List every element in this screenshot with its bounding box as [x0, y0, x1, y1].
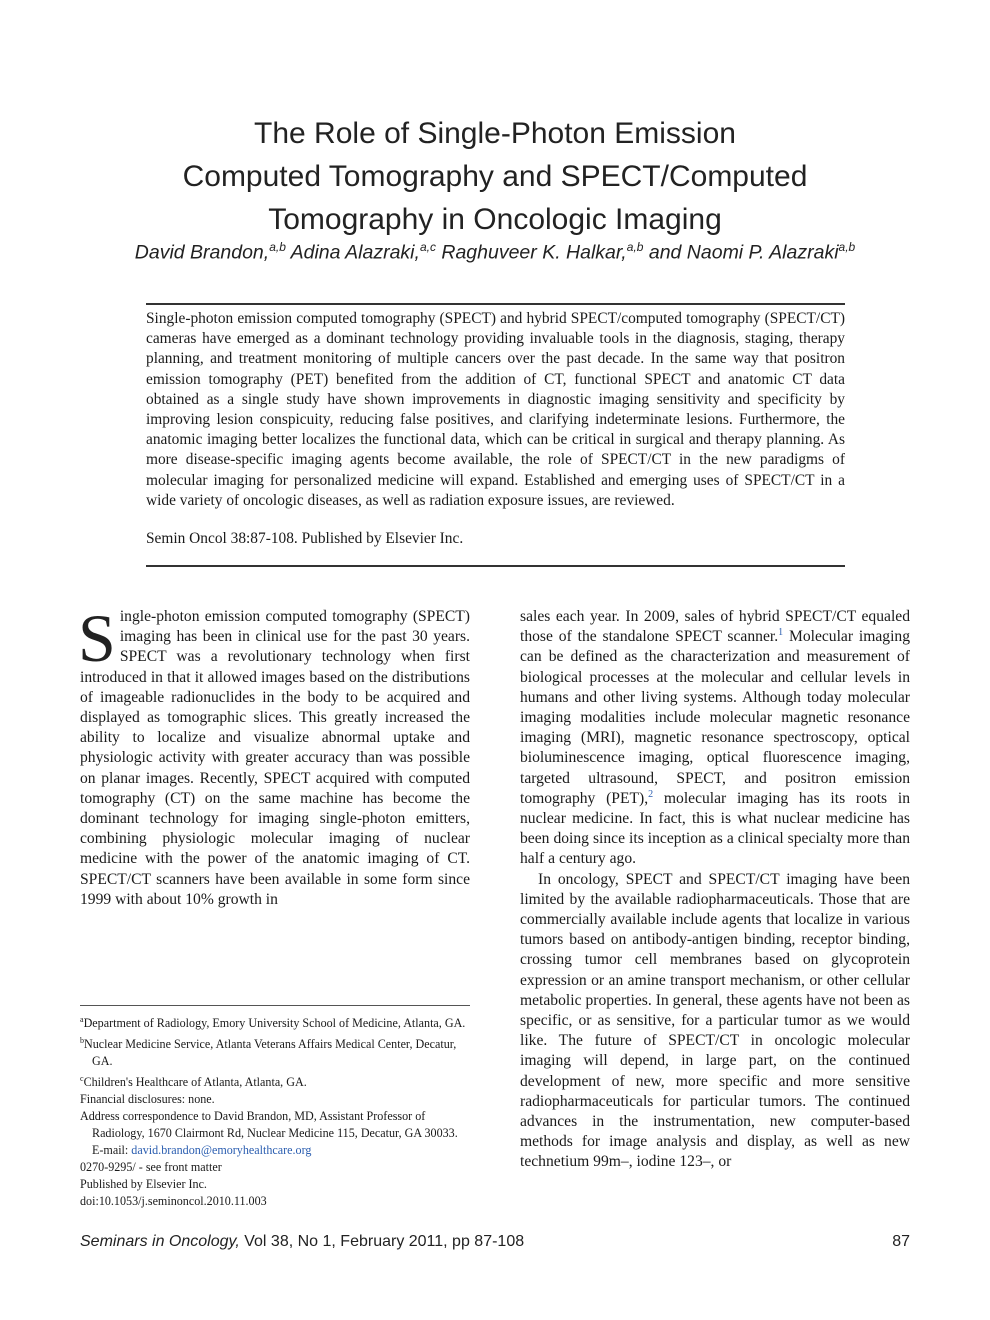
body-paragraph: In oncology, SPECT and SPECT/CT imaging have been limited by the available radiopharmaceuticals. Those that are commercially available include agents that localize in various tumors based on antibody-antigen binding, receptor binding, crossing tumor cell membranes based on glycoprotein expression or an amine transport mechanism, or other cellular metabolic properties. In general, these agents have not been as specific, or as sensitive, for a particular tumor as we would like. The future of SPECT/CT in oncologic molecular imaging will depend, in large part, on the continued development of new, more specific and more sensitive radiopharmaceuticals for particular tumors. The continued advances in the instrumentation, new computer-based methods for image analysis and display, as well as new technetium 99m–, iodine 123–, or [520, 870, 910, 1171]
body-column-right [520, 607, 910, 1173]
author-name: David Brandon, [134, 241, 270, 264]
footnote-doi[interactable]: doi:10.1053/j.seminoncol.2010.11.003 [80, 1194, 267, 1209]
journal-name: Seminars in Oncology, [80, 1233, 240, 1250]
abstract-text: Single-photon emission computed tomography (SPECT) and hybrid SPECT/computed tomography (SPECT/CT) cameras have emerged as a dominant technology providing invaluable tools in the diagnosis, staging, therapy planning, and treatment monitoring of multiple cancers over the past decade. In the same way that positron emission tomography (PET) benefited from the addition of CT, functional SPECT and anatomic CT data obtained as a single study have shown improvements in diagnostic imaging sensitivity and specificity by improving lesion conspicuity, reducing false positives, and clarifying indeterminate lesions. Furthermore, the anatomic imaging better localizes the functional data, which can be critical in surgical and therapy planning. As more disease-specific imaging agents become available, the role of SPECT/CT in the new paradigms of molecular imaging for personalized medicine will expand. Established and emerging uses of SPECT/CT in a wide variety of oncologic diseases, as well as radiation exposure issues, are reviewed. [146, 310, 845, 509]
author-affiliation: a,b [626, 240, 644, 254]
footnote-affiliation-b: $^b$Nuclear Medicine Service, Atlanta Veterans Affairs Medical Center, Decatur, GA. [80, 1036, 457, 1069]
body-column-left [78, 600, 470, 910]
author-list [80, 240, 910, 265]
drop-cap: S [78, 600, 116, 676]
footnote-correspondence: Address correspondence to David Brandon, MD, Assistant Professor of Radiology, 1670 Clairmont Rd, Nuclear Medicine 115, Decatur, GA 30033. E-mail: david.brandon@emoryhealthcare.org [80, 1109, 458, 1158]
paragraph-text: sales each year. In 2009, sales of hybrid SPECT/CT equaled those of the standalone SPECT scanner. [520, 608, 910, 646]
author-name: Raghuveer K. Halkar, [441, 241, 627, 264]
journal-issue: Vol 38, No 1, February 2011, pp 87-108 [239, 1233, 525, 1250]
abstract-citation: Semin Oncol 38:87-108. Published by Elsevier Inc. [146, 530, 464, 547]
title-line-2: Computed Tomography and SPECT/Computed [182, 160, 808, 193]
title-line-1: The Role of Single-Photon Emission [254, 117, 736, 150]
paragraph-text: Molecular imaging can be defined as the characterization and measurement of biological processes at the molecular and cellular levels in humans and other living systems. Although today molecular imaging modalities include molecular magnetic resonance imaging (MRI), magnetic resonance spectroscopy, optical bioluminescence imaging, optical fluorescence imaging, targeted ultrasound, SPECT, and positron emission tomography (PET), [520, 628, 910, 807]
page-number: 87 [892, 1233, 910, 1250]
author-affiliation: a,c [419, 240, 436, 254]
footnotes [80, 1011, 470, 1210]
footnote-divider [80, 1005, 470, 1006]
reference-link[interactable]: 1 [778, 627, 784, 639]
author-name: Adina Alazraki, [290, 241, 420, 264]
footnote-disclosures: Financial disclosures: none. [80, 1092, 215, 1107]
title-line-3: Tomography in Oncologic Imaging [268, 203, 722, 236]
paragraph-text: ingle-photon emission computed tomography (SPECT) imaging has been in clinical use for the past 30 years. SPECT was a revolutionary technology when first introduced in that it allowed images based on the distributions of imageable radionuclides in the body to be acquired and displayed as tomographic slices. This greatly increased the ability to localize and visualize abnormal uptake and physiologic activity with greater accuracy than was possible on planar images. Recently, SPECT acquired with computed tomography (CT) on the same machine has become the dominant technology for imaging single-photon emitters, combining physiologic molecular imaging of nuclear medicine with the power of the anatomic imaging of CT. SPECT/CT scanners have been available in some form since 1999 with about 10% growth in [80, 608, 470, 908]
footnote-affiliation-a: $^a$Department of Radiology, Emory University School of Medicine, Atlanta, GA. [80, 1015, 466, 1031]
footnote-issn: 0270-9295/ - see front matter [80, 1160, 222, 1175]
abstract-box [146, 303, 845, 567]
reference-link[interactable]: 2 [648, 788, 654, 800]
body-paragraph [520, 607, 910, 870]
email-link[interactable]: david.brandon@emoryhealthcare.org [131, 1143, 312, 1158]
author-affiliation: a,b [838, 240, 856, 254]
paragraph-text: molecular imaging has its roots in nuclear medicine. In fact, this is what nuclear medicine has been doing since its inception as a clinical specialty more than half a century ago. [520, 789, 911, 868]
footnote-publisher: Published by Elsevier Inc. [80, 1177, 207, 1192]
footnote-affiliation-c: $^c$Children's Healthcare of Atlanta, Atlanta, GA. [80, 1074, 307, 1090]
article-title [80, 112, 910, 241]
journal-citation [80, 1233, 524, 1251]
author-name: and Naomi P. Alazraki [648, 241, 839, 264]
author-affiliation: a,b [269, 240, 286, 254]
body-paragraph [78, 600, 470, 910]
